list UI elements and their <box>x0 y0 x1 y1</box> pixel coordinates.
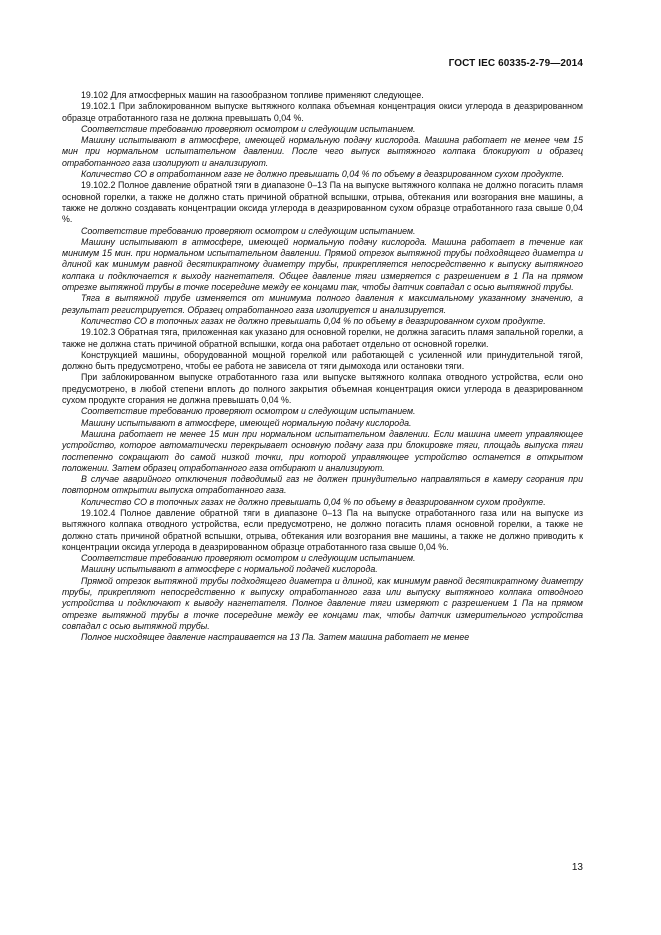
body-paragraph-italic: Машину испытывают в атмосфере, имеющей нормальную подачу кислорода. Машина работает в течение как минимум 15 мин. при нормальном испытательном давлении. Прямой отрезок вытяжной трубы подходящего диаметра и длиной как минимум равной десятикратному диаметру трубы, прикрепляется непосредственно к выпуску вытяжного колпака и подключается к выходу нагнетателя. Общее давление тяги измеряется с разрешением в 1 Па на прямом отрезке вытяжной трубы в точке посередине между ее концами так, чтобы датчик совпадал с осью вытяжной трубы. <box>62 236 583 293</box>
body-paragraph: 19.102 Для атмосферных машин на газообразном топливе применяют следующее. <box>81 90 424 100</box>
document-header: ГОСТ IEC 60335-2-79—2014 <box>448 58 583 69</box>
body-paragraph: При заблокированном выпуске отработанного газа или выпуске вытяжного колпака отводного устройства, если оно предусмотрено, в любой степени вплоть до полного закрытия объемная концентрация окиси углерода в деазрированном сухом продукте сгорания не должна превышать 0,04 %. <box>62 372 583 406</box>
body-paragraph: 19.102.2 Полное давление обратной тяги в диапазоне 0–13 Па на выпуске вытяжного колпака не должно погасить пламя основной горелки, а также не должно стать причиной обратной вспышки, отрыва, обтекания или возгорания вне машины, а также не должно создавать концентрации оксида углерода в деазрированном сухом образце отработанного газа свыше 0,04 %. <box>62 180 583 225</box>
document-body <box>62 90 583 644</box>
body-paragraph-italic: Соответствие требованию проверяют осмотром и следующим испытанием. <box>81 406 416 417</box>
body-paragraph: 19.102.4 Полное давление обратной тяги в диапазоне 0–13 Па на выпуске отработанного газа или на выпуске из вытяжного колпака отводного устройства, если предусмотрено, не должно погасить пламя основной горелки, а также не должно стать причиной обратной вспышки, отрыва, обтекания или возгорания вне машины, а также не должно приводить к концентрации оксида углерода в деазрированном образце отработанного газа свыше 0,04 %. <box>62 507 583 552</box>
body-paragraph-italic: Машину испытывают в атмосфере с нормальной подачей кислорода. <box>81 564 378 575</box>
body-paragraph-italic: В случае аварийного отключения подводимый газ не должен принудительно направляться в камеру сгорания при повторном открытии выпуска отработанного газа. <box>62 474 583 496</box>
body-paragraph-italic: Машину испытывают в атмосфере, имеющей нормальную подачу кислорода. Машина работает не менее чем 15 мин при нормальном испытательном давлении. После чего выпуск вытяжного колпака блокируют и образец отработанного газа изолируют и анализируют. <box>62 135 583 168</box>
body-paragraph-italic: Соответствие требованию проверяют осмотром и следующим испытанием. <box>81 123 416 134</box>
body-paragraph: Конструкцией машины, оборудованной мощной горелкой или работающей с усиленной или принудительной тягой, должно быть предусмотрено, чтобы ее работа не зависела от тяги дымохода или остановки тяги. <box>62 349 583 372</box>
body-paragraph-italic: Количество СО в отработанном газе не должно превышать 0,04 % по объему в деазрированном сухом продукте. <box>81 169 565 180</box>
body-paragraph-italic: Машину испытывают в атмосфере, имеющей нормальную подачу кислорода. <box>81 417 412 428</box>
body-paragraph-italic: Тяга в вытяжной трубе изменяется от минимума полного давления к максимальному указанному значению, а результат регистрируется. Образец отработанного газа изолируется и анализируется. <box>62 293 583 315</box>
body-paragraph-italic: Соответствие требованию проверяют осмотром и следующим испытанием. <box>81 225 416 236</box>
body-paragraph: 19.102.1 При заблокированном выпуске вытяжного колпака объемная концентрация окиси углерода в деазрированном образце отработанного газа не должна превышать 0,04 %. <box>62 101 583 123</box>
page-number: 13 <box>571 862 583 873</box>
body-paragraph-italic: Количество СО в топочных газах не должно превышать 0,04 % по объему в деазрированном сухом продукте. <box>81 315 546 326</box>
body-paragraph-italic: Количество СО в топочных газах не должно превышать 0,04 % по объему в деазрированном сухом продукте. <box>81 496 546 507</box>
body-paragraph-italic: Полное нисходящее давление настраивается на 13 Па. Затем машина работает не менее <box>81 632 470 643</box>
body-paragraph-italic: Машина работает не менее 15 мин при нормальном испытательном давлении. Если машина имеет управляющее устройство, которое автоматически перекрывает основную подачу газа при блокировке тяги, площадь выпуска тяги постепенно сокращают до самой низкой точки, при которой управляющее устройство останется в открытом положении. Затем образец отработанного газа отбирают и анализируют. <box>62 428 583 473</box>
body-paragraph: 19.102.3 Обратная тяга, приложенная как указано для основной горелки, не должна загасить пламя запальной горелки, а также не должна стать причиной обратной вспышки, когда она работает отдельно от основной горелки. <box>62 327 583 349</box>
body-paragraph-italic: Соответствие требованию проверяют осмотром и следующим испытанием. <box>81 553 416 564</box>
body-paragraph-italic: Прямой отрезок вытяжной трубы подходящего диаметра и длиной, как минимум равной десятикратному диаметру трубы, прикрепляют непосредственно к выпуску отработанного газа или выпуску вытяжного колпака отводного устройства и подключают к выводу нагнетателя. Полное давление тяги измеряют с разрешением 1 Па на прямом отрезке вытяжной трубы в точке посередине между ее концами так, чтобы датчик измерительного устройства совпадал с осью вытяжной трубы. <box>62 575 583 631</box>
